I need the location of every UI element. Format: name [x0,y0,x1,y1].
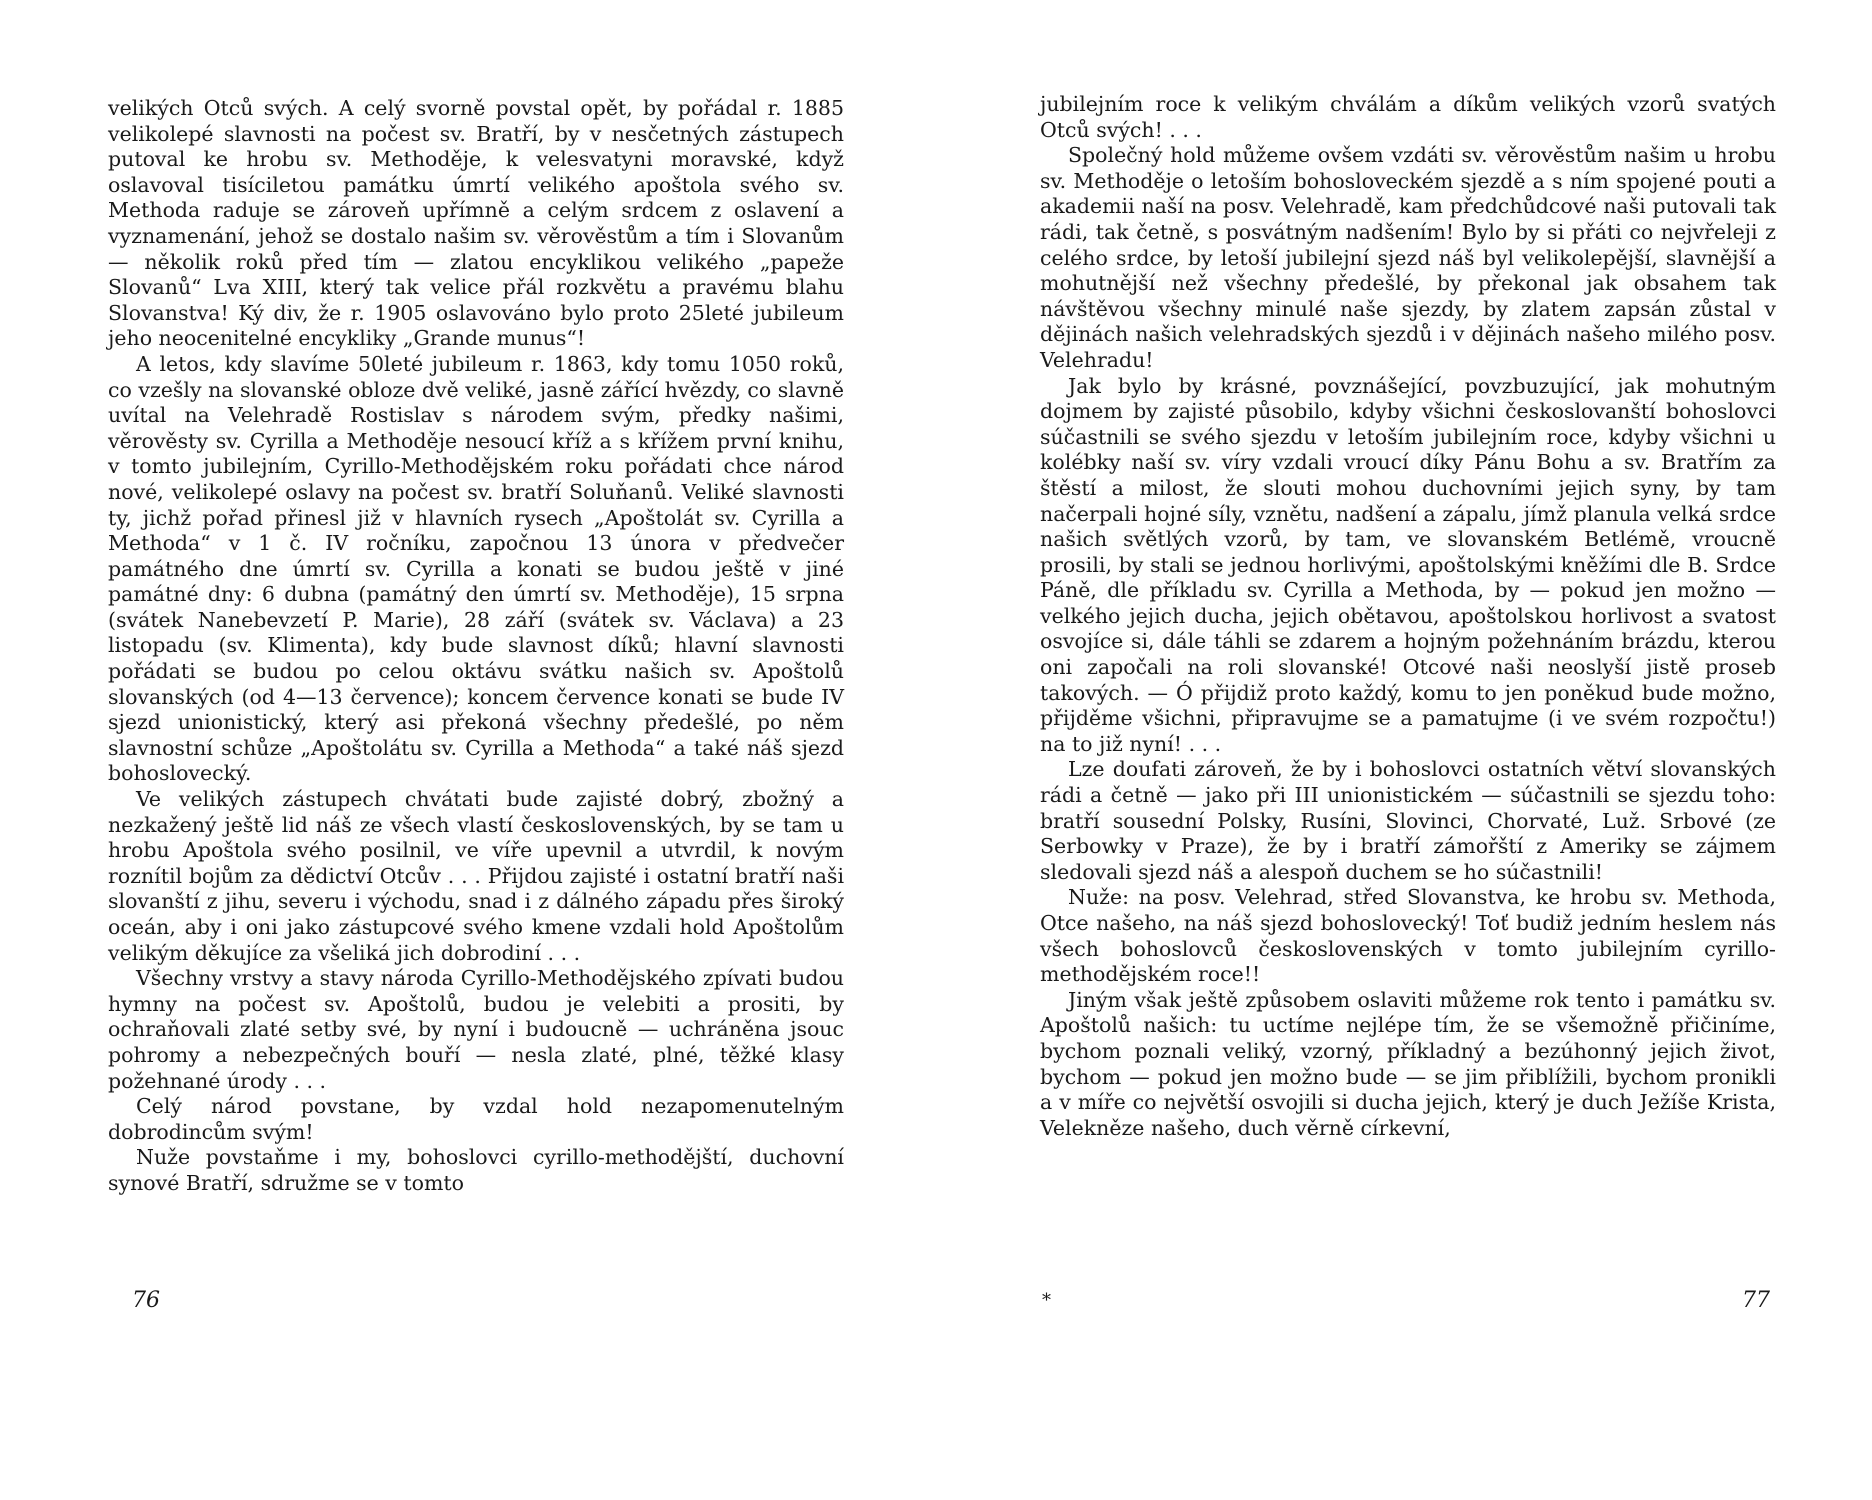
left-paragraph-2: A letos, kdy slavíme 50leté jubileum r. 1863, kdy tomu 1050 roků, co vzešly na slovanské obloze dvě veliké, jasně zářící hvězdy, co slavně uvítal na Velehradě Rostislav s národem svým, předky našimi, věrověsty sv. Cyrilla a Methoděje nesoucí kříž a s křížem první knihu, v tomto jubilejním, Cyrillo-Methodějském roku pořádati chce národ nové, velikolepé oslavy na počest sv. bratří Soluňanů. Veliké slavnosti ty, jichž pořad přinesl již v hlavních rysech „Apoštolát sv. Cyrilla a Methoda“ v 1 č. IV ročníku, započnou 13 února v předvečer památného dne úmrtí sv. Cyrilla a konati se budou ještě v jiné památné dny: 6 dubna (památný den úmrtí sv. Methoděje), 15 srpna (svátek Nanebevzetí P. Marie), 28 září (svátek sv. Václava) a 23 listopadu (sv. Klimenta), kdy bude slavnost díků; hlavní slavnosti pořádati se budou po celou oktávu svátku našich sv. Apoštolů slovanských (od 4—13 července); koncem července konati se bude IV sjezd unionistický, který asi překoná všechny předešlé, po něm slavnostní schůze „Apoštolátu sv. Cyrilla a Methoda“ a také náš sjezd bohoslovecký. [108,351,844,786]
page-number-left: 76 [132,1288,160,1313]
right-page-text [1040,92,1776,1141]
right-paragraph-3: Jak bylo by krásné, povznášející, povzbuzující, jak mohutným dojmem by zajisté působilo, kdyby všichni českoslovanští bohoslovci súčastnili se svého sjezdu v letoším jubilejním roce, kdyby všichni u kolébky naší sv. víry vzdali vroucí díky Pánu Bohu a sv. Bratřím za štěstí a milost, že slouti mohou duchovními jejich syny, by tam načerpali hojné síly, vznětu, nadšení a zápalu, jímž planula velká srdce našich světlých vzorů, by tam, ve slovanském Betlémě, vroucně prosili, by stali se jednou horlivými, apoštolskými kněžími dle B. Srdce Páně, dle příkladu sv. Cyrilla a Methoda, by — pokud jen možno — velkého jejich ducha, jejich obětavou, apoštolskou horlivost a svatost osvojíce si, dále táhli se zdarem a hojným požehnáním brázdu, kterou oni započali na roli slovanské! Otcové naši neoslyší jistě proseb takových. — Ó přijdiž proto každý, komu to jen poněkud bude možno, přijděme všichni, připravujme se a pamatujme (i ve svém rozpočtu!) na to již nyní! . . . [1040,373,1776,756]
left-paragraph-1: velikých Otců svých. A celý svorně povstal opět, by pořádal r. 1885 velikolepé slavnosti na počest sv. Bratří, by v nesčetných zástupech putoval ke hrobu sv. Methoděje, k velesvatyni moravské, když oslavoval tisíciletou památku úmrtí velikého apoštola svého sv. Methoda raduje se zároveň upřímně a celým srdcem z oslavení a vyznamenání, jehož se dostalo našim sv. věrověstům a tím i Slovanům — několik roků před tím — zlatou encyklikou velikého „papeže Slovanů“ Lva XIII, který tak velice přál rozkvětu a pravému blahu Slovanstva! Ký div, že r. 1905 oslavováno bylo proto 25leté jubileum jeho neocenitelné encykliky „Grande munus“! [108,96,844,351]
left-paragraph-6: Nuže povstaňme i my, bohoslovci cyrillo-methodějští, duchovní synové Bratří, sdružme se v tomto [108,1145,844,1195]
right-paragraph-6: Jiným však ještě způsobem oslaviti můžeme rok tento i památku sv. Apoštolů našich: tu uctíme nejlépe tím, že se všemožně přičiníme, bychom poznali veliký, vzorný, příkladný a bezúhonný jejich život, bychom — pokud jen možno bude — se jim přiblížili, bychom pronikli a v míře co největší osvojili si ducha jejich, který je duch Ježíše Krista, Velekněze našeho, duch věrně církevní, [1040,987,1776,1140]
right-paragraph-2: Společný hold můžeme ovšem vzdáti sv. věrověstům našim u hrobu sv. Methoděje o letoším bohosloveckém sjezdě a s ním spojené pouti a akademii naší na posv. Velehradě, kam předchůdcové naši putovali tak rádi, tak četně, s posvátným nadšením! Bylo by si přáti co nejvřeleji z celého srdce, by letoší jubilejní sjezd náš byl velikolepější, slavnější a mohutnější než všechny předešlé, by překonal jak obsahem tak návštěvou všechny minulé naše sjezdy, by zlatem zapsán zůstal v dějinách našich velehradských sjezdů i v dějinách našeho milého posv. Velehradu! [1040,143,1776,372]
right-page [1040,0,1776,1500]
footer-star-mark: * [1042,1290,1051,1311]
right-paragraph-5: Nuže: na posv. Velehrad, střed Slovanstva, ke hrobu sv. Methoda, Otce našeho, na náš sjezd bohoslovecký! Toť budiž jedním heslem nás všech bohoslovců československých v tomto jubilejním cyrillo-methodějském roce!! [1040,885,1776,987]
left-paragraph-4: Všechny vrstvy a stavy národa Cyrillo-Methodějského zpívati budou hymny na počest sv. Apoštolů, budou je velebiti a prositi, by ochraňovali zlaté setby své, by nyní i budoucně — uchráněna jsouc pohromy a nebezpečných bouří — nesla zlaté, plné, těžké klasy požehnané úrody . . . [108,966,844,1093]
right-paragraph-1: jubilejním roce k velikým chválám a díkům velikých vzorů svatých Otců svých! . . . [1040,92,1776,142]
left-paragraph-3: Ve velikých zástupech chvátati bude zajisté dobrý, zbožný a nezkažený ještě lid náš ze všech vlastí československých, by se tam u hrobu Apoštola svého posilnil, ve víře upevnil a utvrdil, k novým roznítil bojům za dědictví Otcův . . . Přijdou zajisté i ostatní bratří naši slovanští z jihu, severu i východu, snad i z dálného západu přes široký oceán, aby i oni jako zástupcové svého kmene vzdali hold Apoštolům velikým děkujíce za všeliká jich dobrodiní . . . [108,787,844,965]
left-paragraph-5: Celý národ povstane, by vzdal hold nezapomenutelným dobrodincům svým! [108,1094,844,1144]
left-page-text [108,96,844,1197]
right-paragraph-4: Lze doufati zároveň, že by i bohoslovci ostatních větví slovanských rádi a četně — jako při III unionistickém — súčastnili se sjezdu toho: bratří sousední Polsky, Rusíni, Slovinci, Chorvaté, Luž. Srbové (ze Serbowky v Praze), že by i bratří zámořští z Ameriky se zájmem sledovali sjezd náš a alespoň duchem se ho súčastnili! [1040,757,1776,884]
page-number-right: 77 [1742,1288,1770,1313]
left-page [108,0,844,1500]
